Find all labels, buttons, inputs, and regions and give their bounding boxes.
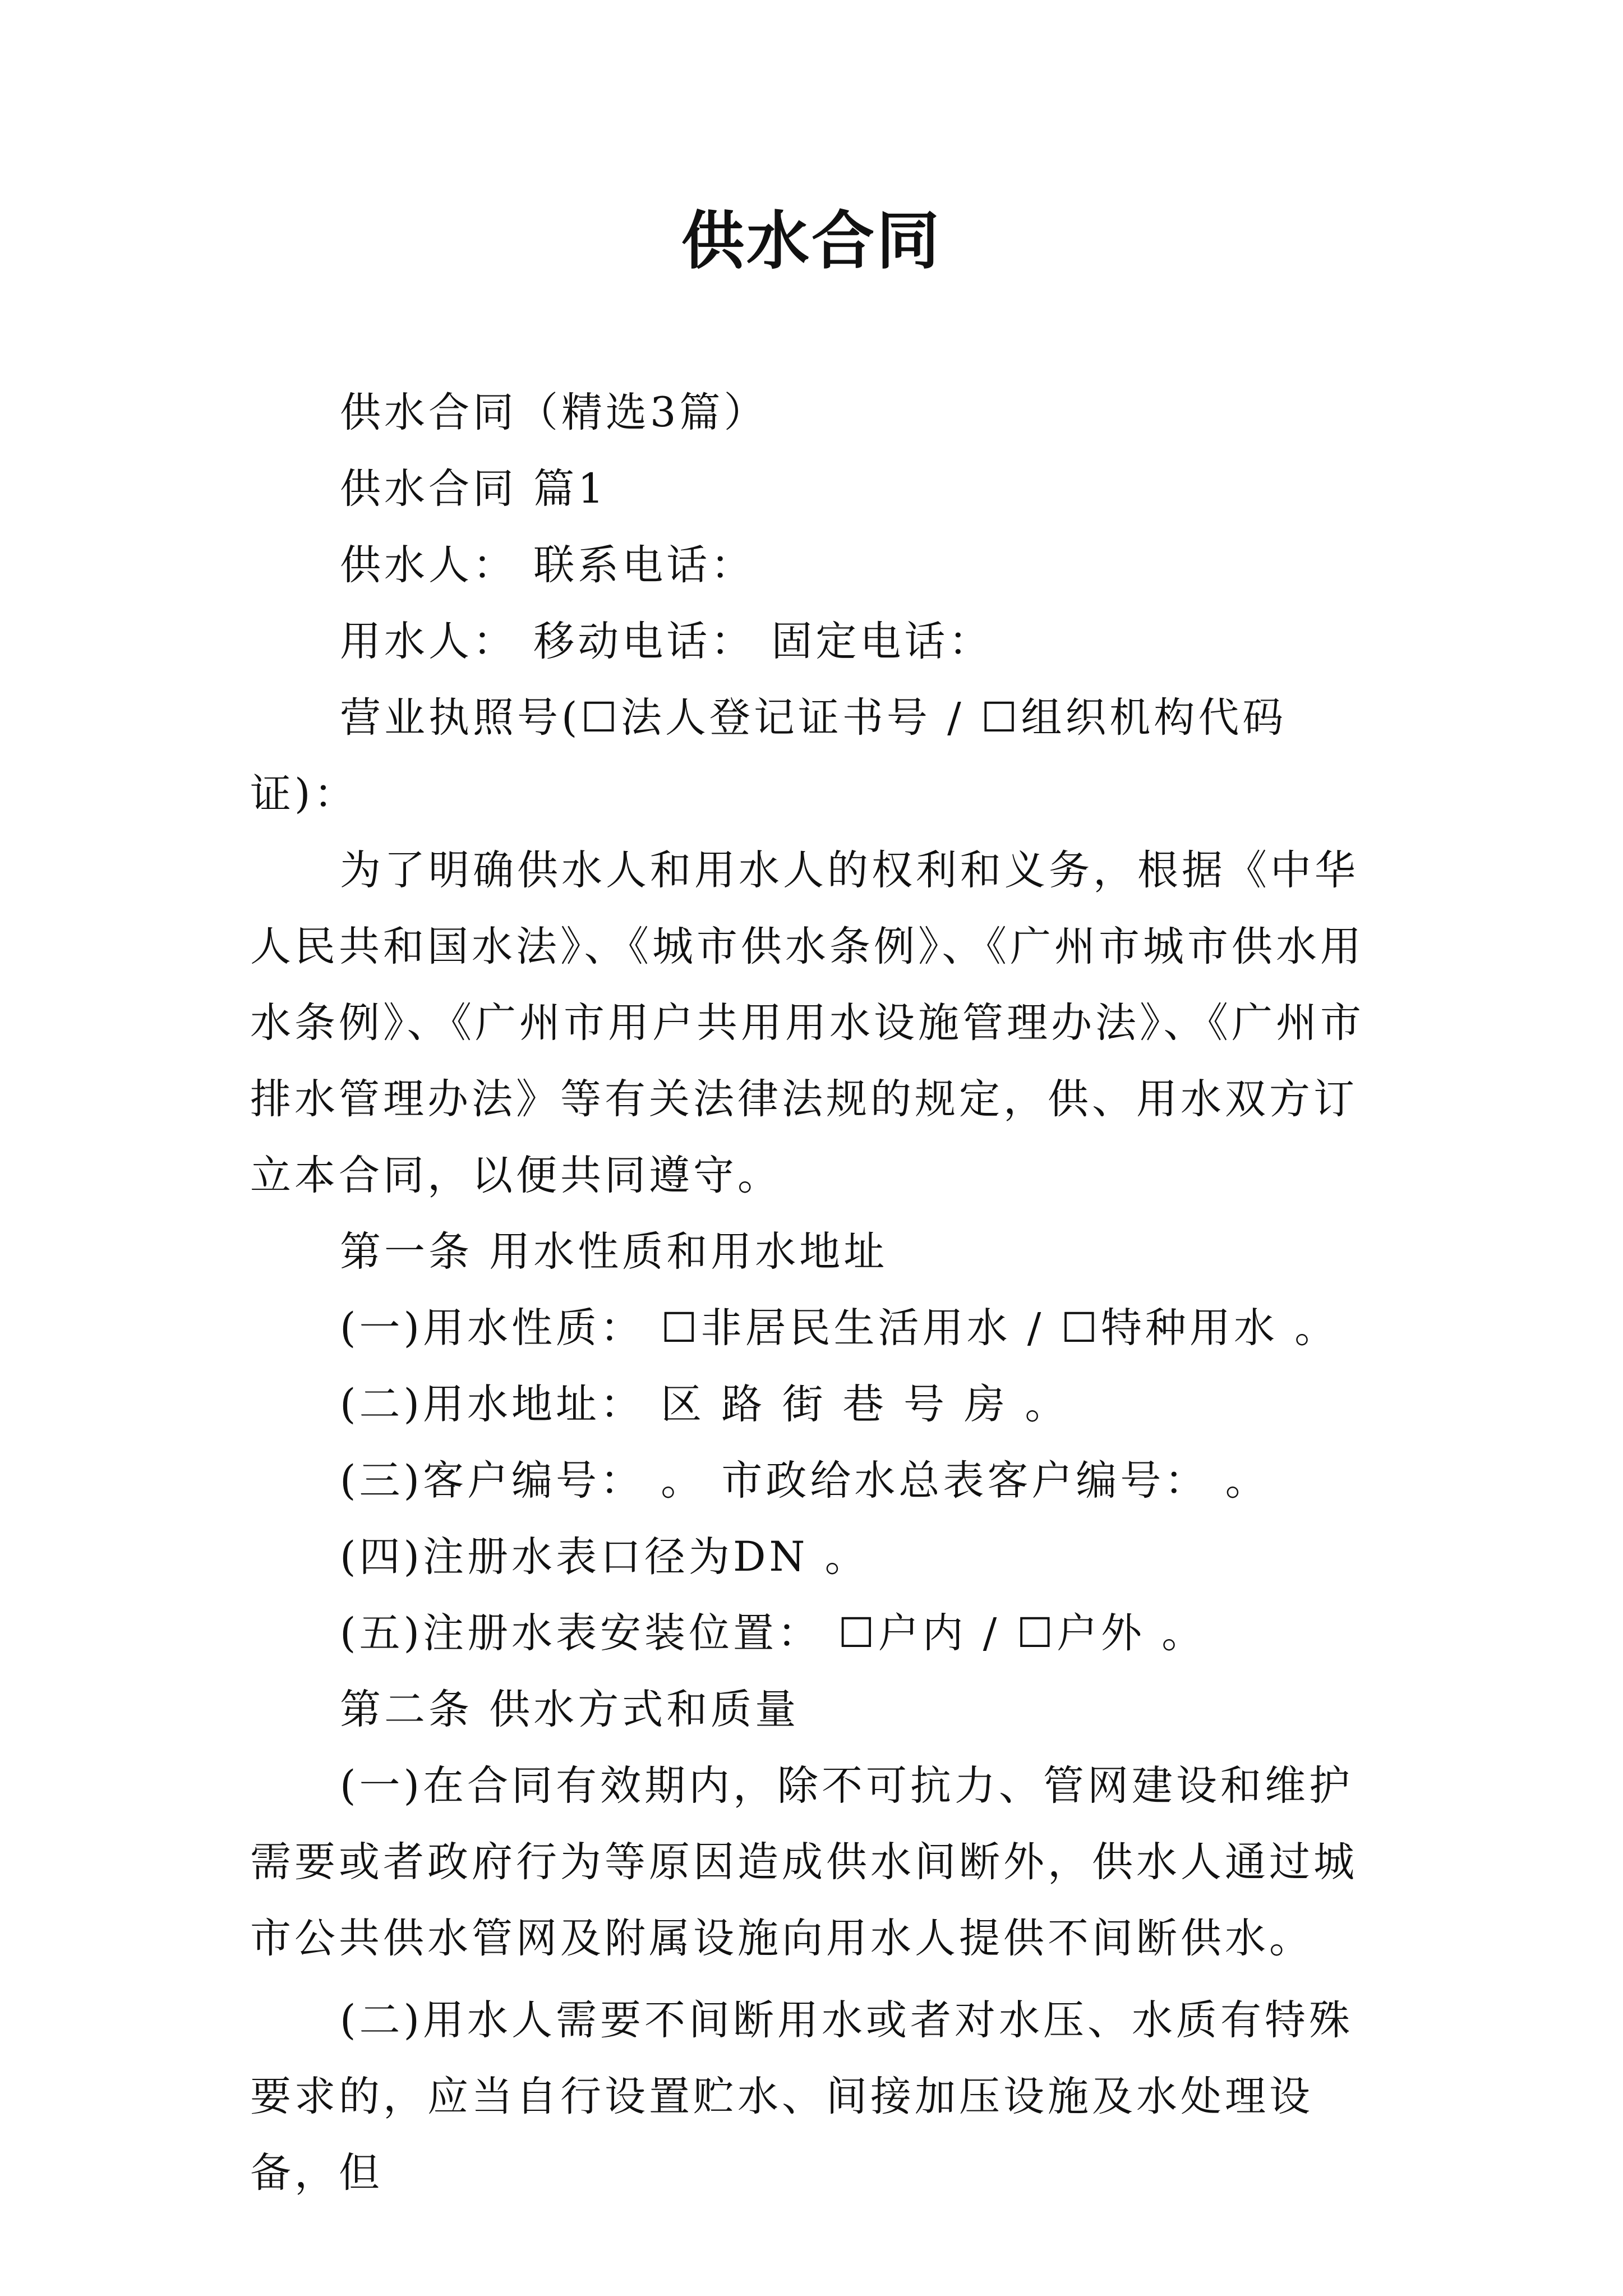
paragraph-article-2-heading: 第二条 供水方式和质量 — [340, 1686, 800, 1733]
paragraph-section-heading: 供水合同 篇1 — [340, 465, 607, 513]
paragraph-article-2-item-2: (二)用水人需要不间断用水或者对水压、水质有特殊要求的，应当自行设置贮水、间接加压设施及水处理设备，但 — [250, 1996, 1353, 2197]
document-body — [250, 375, 1377, 2211]
paragraph-water-user: 用水人： 移动电话： 固定电话： — [340, 618, 993, 665]
paragraph-subtitle: 供水合同（精选3篇） — [340, 389, 768, 436]
paragraph-article-1-item-1: (一)用水性质： ☐非居民生活用水 / ☐特种用水 。 — [340, 1304, 1339, 1352]
paragraph-article-1-item-2: (二)用水地址： 区 路 街 巷 号 房 。 — [340, 1381, 1069, 1428]
paragraph-article-1-item-3: (三)客户编号： 。 市政给水总表客户编号： 。 — [340, 1457, 1270, 1504]
paragraph-business-license: 营业执照号(☐法人登记证书号 / ☐组织机构代码证)： — [250, 694, 1287, 818]
paragraph-water-supplier: 供水人： 联系电话： — [340, 541, 755, 589]
paragraph-article-1-item-4: (四)注册水表口径为DN 。 — [340, 1533, 869, 1581]
paragraph-preamble: 为了明确供水人和用水人的权利和义务，根据《中华人民共和国水法》、《城市供水条例》、《广州市城市供水用水条例》、《广州市用户共用用水设施管理办法》、《广州市排水管理办法》等有关法律法规的规定，供、用水双方订立本合同，以便共同遵守。 — [250, 846, 1364, 1199]
paragraph-article-1-item-5: (五)注册水表安装位置： ☐户内 / ☐户外 。 — [340, 1609, 1206, 1657]
paragraph-article-1-heading: 第一条 用水性质和用水地址 — [340, 1228, 888, 1276]
paragraph-article-2-item-1: (一)在合同有效期内，除不可抗力、管网建设和维护需要或者政府行为等原因造成供水间断外，供水人通过城市公共供水管网及附属设施向用水人提供不间断供水。 — [250, 1762, 1358, 1962]
document-title: 供水合同 — [681, 204, 942, 278]
